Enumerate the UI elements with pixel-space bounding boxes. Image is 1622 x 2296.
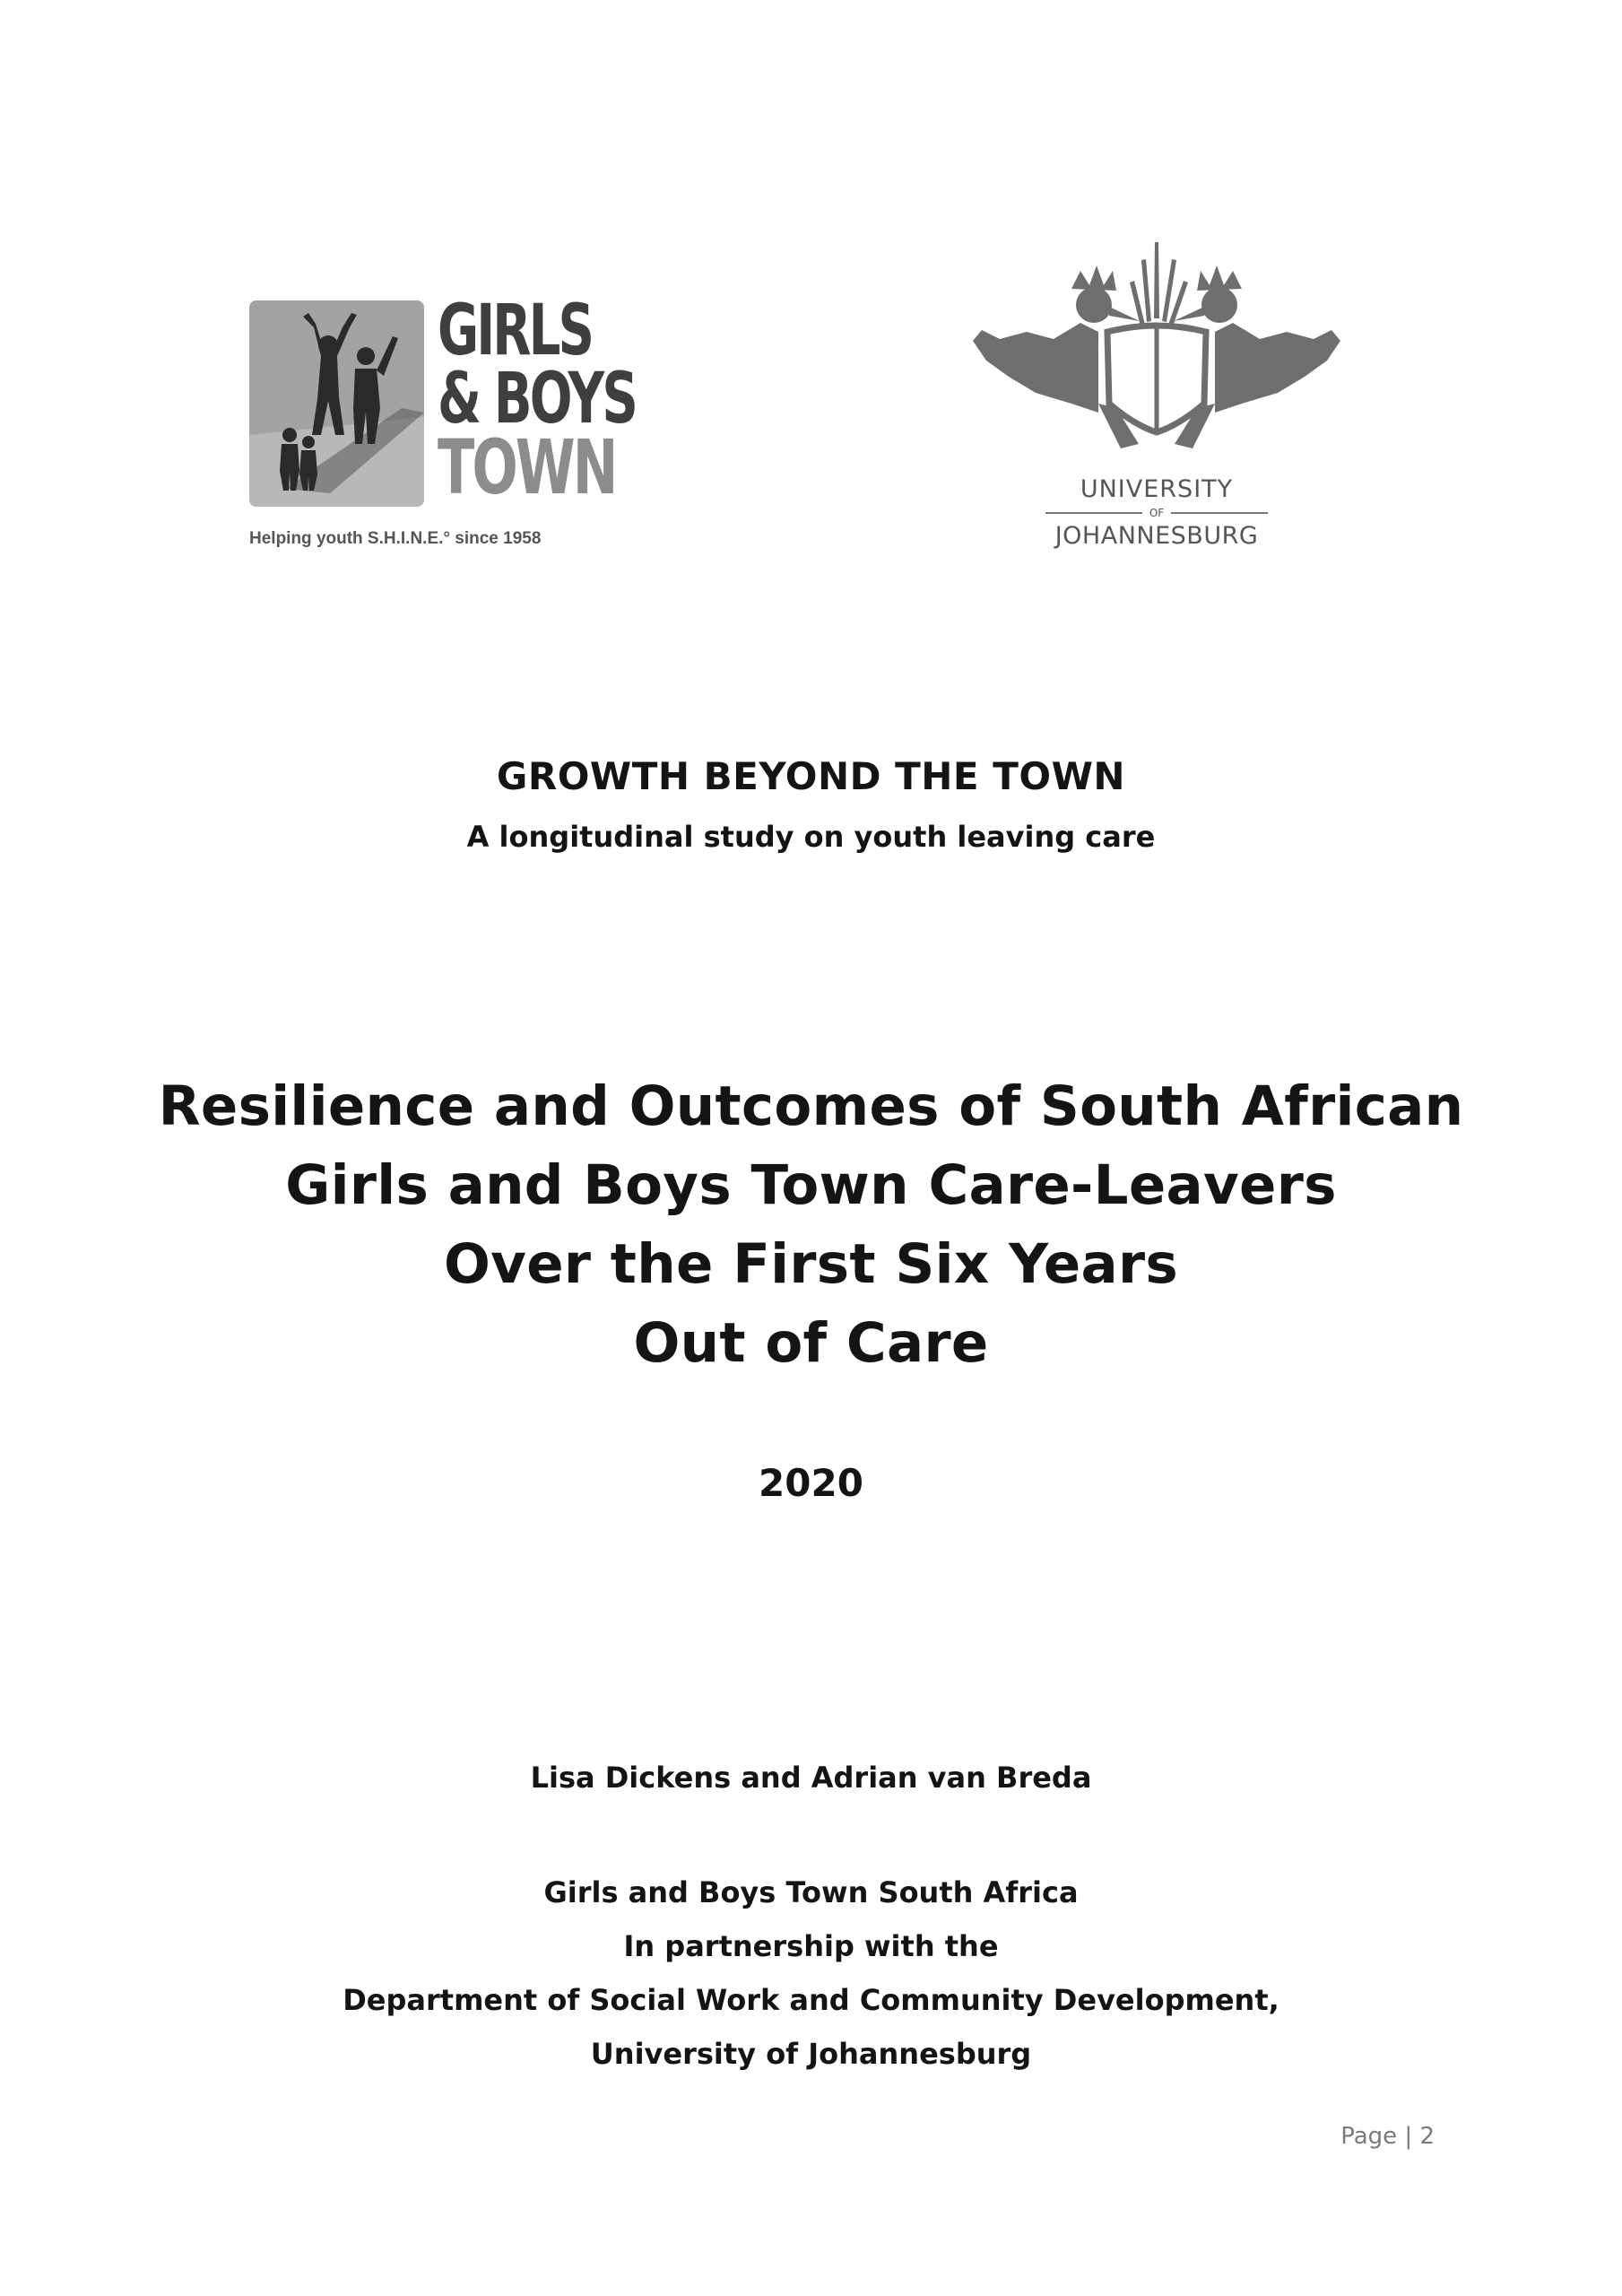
uj-rule-left [1045,512,1142,514]
report-title-line: Over the First Six Years [444,1232,1178,1296]
organization-block [0,1866,1622,2081]
logo-header [0,0,1622,628]
organization-line: In partnership with the [623,1929,999,1963]
report-title-line: Girls and Boys Town Care-Leavers [285,1153,1337,1217]
organization-line: University of Johannesburg [590,2037,1032,2071]
uj-rule-right [1171,512,1268,514]
gbt-emblem-icon [249,300,424,507]
university-of-johannesburg-logo [964,233,1349,556]
gbt-word-town: TOWN [438,423,616,511]
series-subtitle: A longitudinal study on youth leaving care [466,820,1156,854]
uj-word-johannesburg: JOHANNESBURG [1054,522,1259,550]
uj-wordmark [964,475,1349,551]
organization-line: Department of Social Work and Community Development, [343,1983,1279,2017]
gbt-word-girls: GIRLS [438,291,593,371]
gbt-tagline: Helping youth S.H.I.N.E.° since 1958 [249,529,542,548]
report-year: 2020 [759,1461,863,1505]
report-authors: Lisa Dickens and Adrian van Breda [530,1761,1092,1795]
gbt-wordmark [438,291,636,511]
report-title [0,1067,1622,1383]
uj-crest-icon [964,233,1349,457]
organization-line: Girls and Boys Town South Africa [543,1875,1079,1909]
uj-of-row [964,504,1349,522]
report-title-line: Resilience and Outcomes of South African [158,1074,1464,1138]
girls-and-boys-town-logo [249,291,636,561]
uj-word-of: OF [1149,507,1165,519]
report-title-line: Out of Care [633,1311,989,1375]
uj-word-university: UNIVERSITY [1080,475,1234,503]
series-title: GROWTH BEYOND THE TOWN [496,754,1126,798]
gbt-word-boys: & BOYS [438,359,636,439]
page-number: Page | 2 [1340,2123,1435,2150]
